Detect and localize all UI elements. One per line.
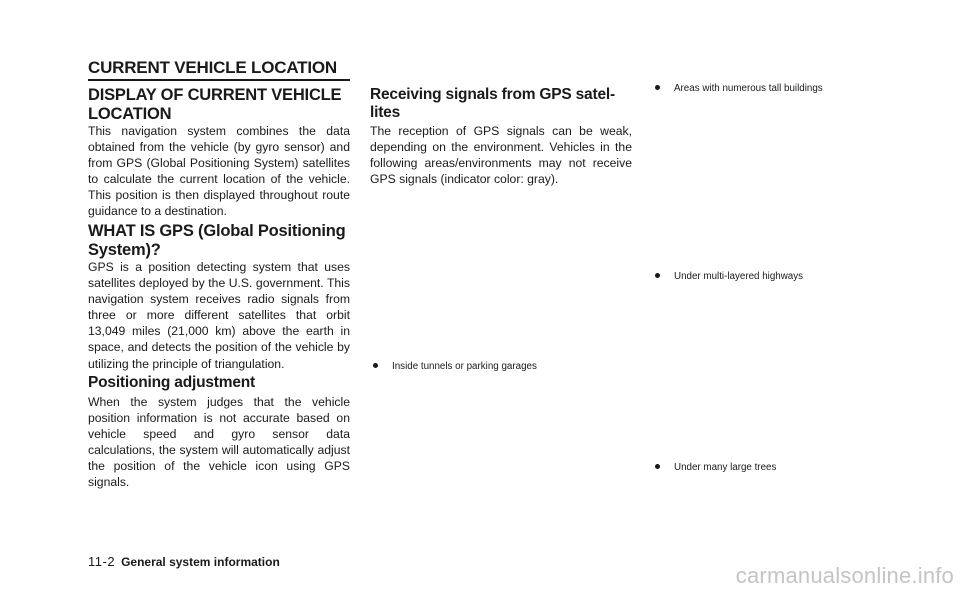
bullet-trees-text: Under many large trees	[674, 462, 777, 473]
section-title: CURRENT VEHICLE LOCATION	[88, 58, 350, 81]
positioning-body: When the system judges that the vehicle position information is not accurate based on vehicle speed and gyro sensor data calculations, the system will automatically adjust the position of the vehicle icon using GPS signals.	[88, 395, 350, 490]
display-heading: DISPLAY OF CURRENT VEHICLE LOCATION	[88, 86, 342, 123]
page-number: 11-2	[88, 554, 116, 569]
receiving-body: The reception of GPS signals can be weak, depending on the environment. Vehicles in the following areas/environments may not receive GPS signals (indicator color: gray).	[370, 124, 632, 187]
bullet-dot-icon	[655, 85, 660, 90]
bullet-highways-text: Under multi-layered highways	[674, 271, 804, 282]
gps-heading: WHAT IS GPS (Global Positioning System)?	[88, 222, 346, 259]
bullet-dot-icon	[373, 363, 378, 368]
watermark: carmanualsonline.info	[735, 563, 954, 588]
gps-body: GPS is a position detecting system that uses satellites deployed by the U.S. government. This navigation system receives radio signals from three or more different satellites that orbit 13,049 miles (21,000 km) above the earth in space, and detects the position of the vehicle by utilizing the principle of triangulation.	[88, 260, 350, 371]
bullet-tunnels-text: Inside tunnels or parking garages	[392, 361, 537, 372]
bullet-buildings-text: Areas with numerous tall buildings	[674, 83, 823, 94]
bullet-highways	[655, 271, 803, 283]
bullet-trees	[655, 462, 776, 474]
bullet-dot-icon	[655, 464, 660, 469]
footer-section: General system information	[121, 555, 280, 569]
receiving-heading: Receiving signals from GPS satel- lites	[370, 86, 615, 121]
bullet-tunnels	[373, 361, 537, 373]
positioning-heading: Positioning adjustment	[88, 374, 255, 391]
bullet-buildings	[655, 83, 823, 95]
bullet-dot-icon	[655, 273, 660, 278]
display-body: This navigation system combines the data obtained from the vehicle (by gyro sensor) and from GPS (Global Positioning System) satellites to calculate the current location of the vehicle. This position is then displayed throughout route guidance to a destination.	[88, 124, 350, 219]
page-footer	[88, 555, 280, 569]
